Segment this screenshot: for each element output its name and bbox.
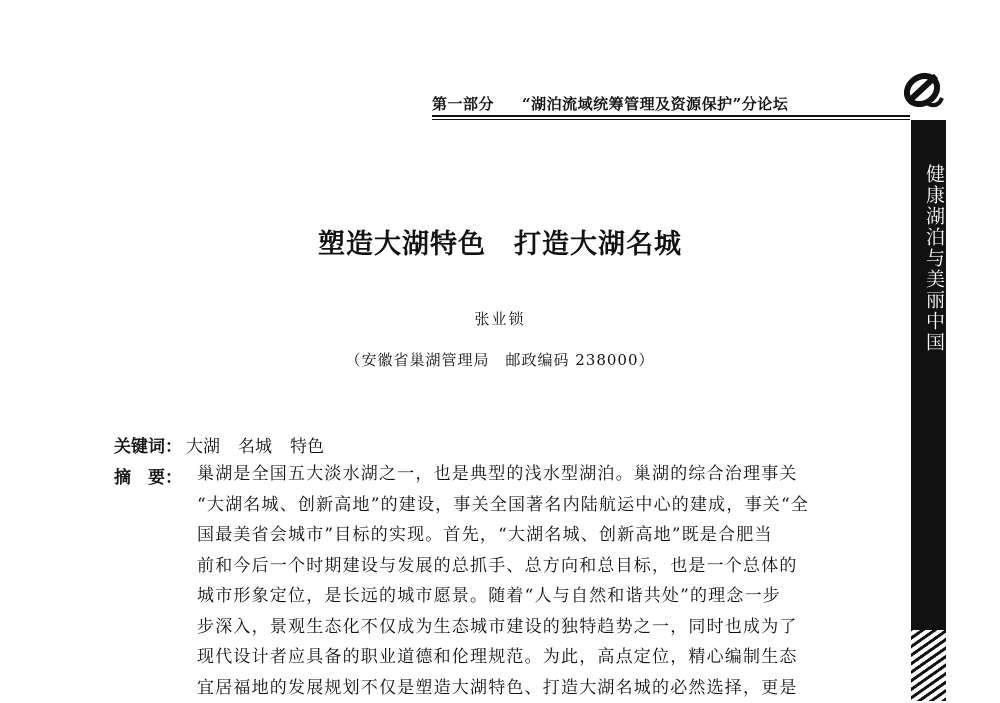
keywords-label: 关键词： <box>114 437 182 457</box>
abstract-line: 前和今后一个时期建设与发展的总抓手、总方向和总目标，也是一个总体的 <box>197 551 897 582</box>
abstract-body <box>197 459 897 703</box>
article-author: 张业锁 <box>0 308 1000 329</box>
sidebar-hatch-pattern <box>911 630 946 701</box>
abstract-line: 城市形象定位，是长远的城市愿景。随着“人与自然和谐共处”的理念一步 <box>197 581 897 612</box>
article-affiliation: （安徽省巢湖管理局 邮政编码 238000） <box>0 349 1000 370</box>
abstract-line: 现代设计者应具备的职业道德和伦理规范。为此，高点定位，精心编制生态 <box>197 642 897 673</box>
ring-logo-icon <box>898 64 950 116</box>
header-rule-thick <box>432 115 910 117</box>
keyword-item: 名城 <box>238 437 272 457</box>
abstract-line: 宜居福地的发展规划不仅是塑造大湖特色、打造大湖名城的必然选择，更是 <box>197 673 897 703</box>
header-forum: “湖泊流域统筹管理及资源保护”分论坛 <box>522 95 788 113</box>
abstract-line: 巢湖是全国五大淡水湖之一，也是典型的浅水型湖泊。巢湖的综合治理事关 <box>197 459 897 490</box>
abstract-line: 国最美省会城市”目标的实现。首先，“大湖名城、创新高地”既是合肥当 <box>197 520 897 551</box>
abstract-label: 摘 要： <box>114 463 182 488</box>
sidebar-title: 健康湖泊与美丽中国 <box>911 164 946 353</box>
header-part: 第一部分 <box>432 95 494 113</box>
keyword-item: 特色 <box>290 437 324 457</box>
abstract-line: 步深入，景观生态化不仅成为生态城市建设的独特趋势之一，同时也成为了 <box>197 612 897 643</box>
running-header <box>432 93 902 114</box>
header-rule-thin <box>432 119 910 120</box>
keyword-item: 大湖 <box>186 437 220 457</box>
abstract-line: “大湖名城、创新高地”的建设，事关全国著名内陆航运中心的建成，事关“全 <box>197 490 897 521</box>
keywords-section <box>114 432 324 457</box>
article-title: 塑造大湖特色 打造大湖名城 <box>0 222 1000 261</box>
